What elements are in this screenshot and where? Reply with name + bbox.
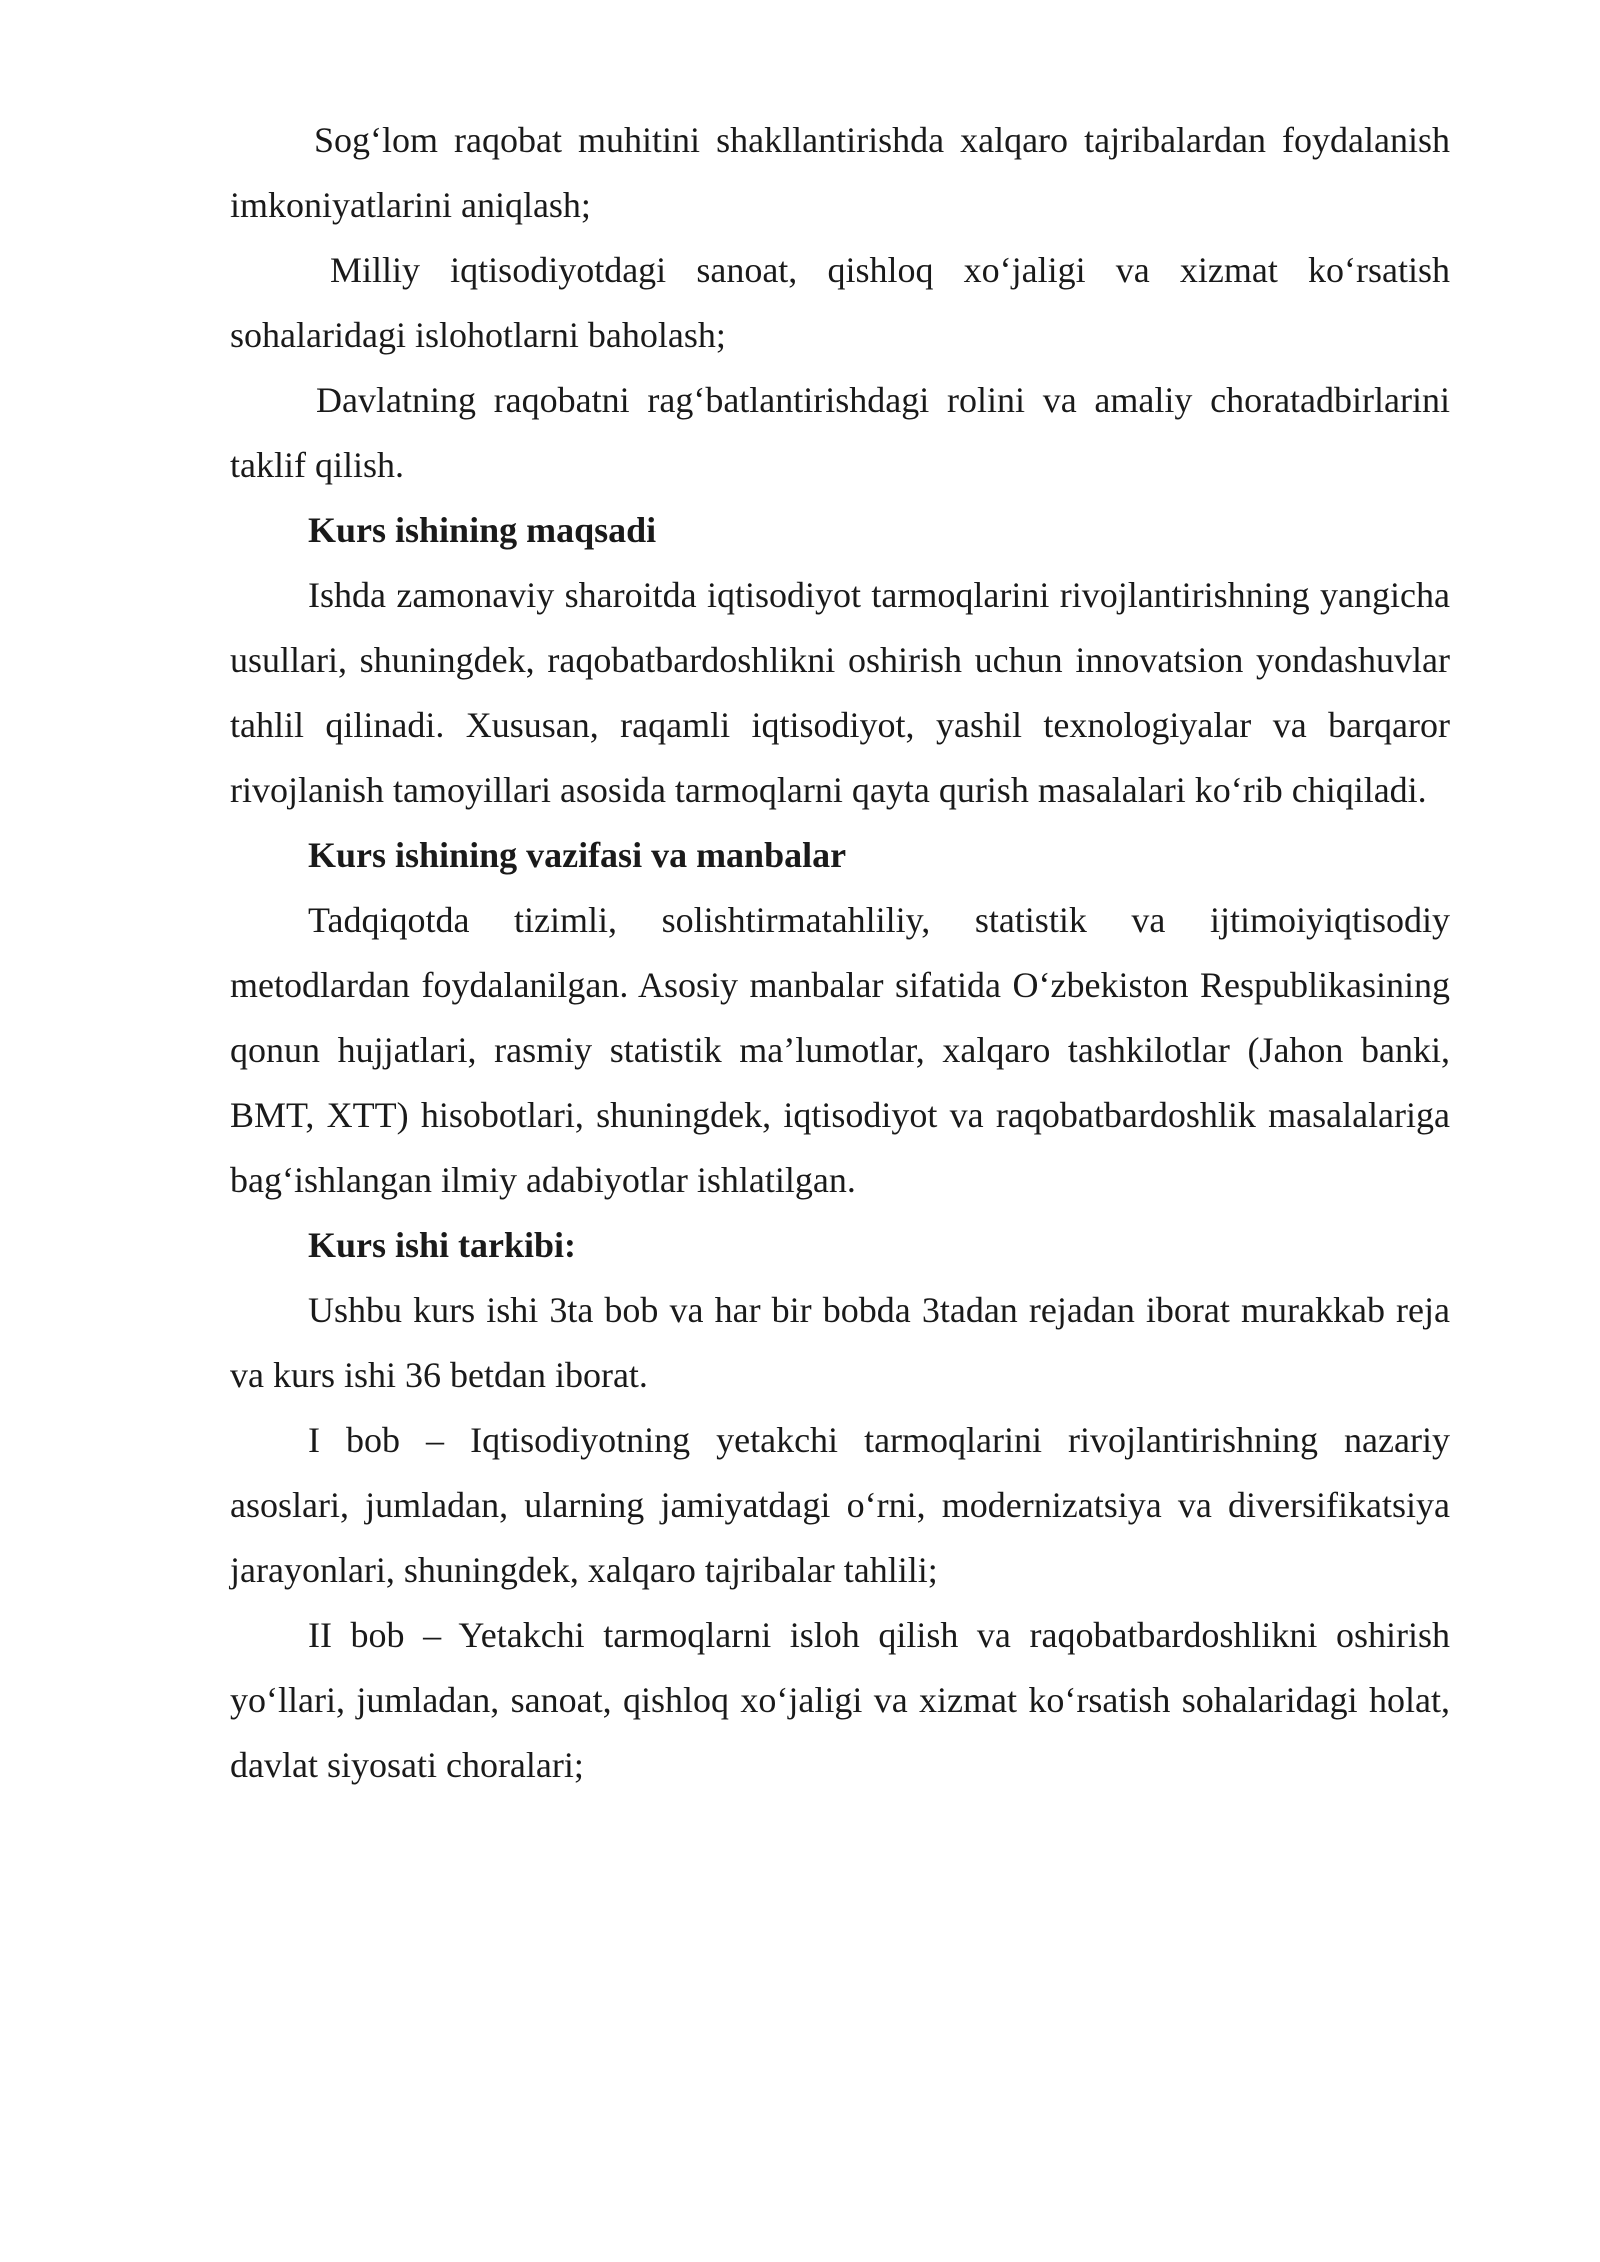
paragraph-purpose: Ishda zamonaviy sharoitda iqtisodiyot tarmoqlarini rivojlantirishning yangicha usullari, shuningdek, raqobatbardoshlikni oshirish uchun innovatsion yondashuvlar tahlil qilinadi. Xususan, raqamli iqtisodiyot, yashil texnologiyalar va barqaror rivojlanish tamoyillari asosida tarmoqlarni qayta qurish masalalari ko‘rib chiqiladi. bbox=[230, 575, 1450, 810]
paragraph-tasks-sources: Tadqiqotda tizimli, solishtirmatahliliy, statistik va ijtimoiyiqtisodiy metodlardan foydalanilgan. Asosiy manbalar sifatida O‘zbekiston Respublikasining qonun hujjatlari, rasmiy statistik ma’lumotlar, xalqaro tashkilotlar (Jahon banki, BMT, XTT) hisobotlari, shuningdek, iqtisodiyot va raqobatbardoshlik masalalariga bag‘ishlangan ilmiy adabiyotlar ishlatilgan. bbox=[230, 900, 1450, 1200]
document-page bbox=[230, 108, 1450, 1798]
paragraph-competition-experience: Sog‘lom raqobat muhitini shakllantirishda xalqaro tajribalardan foydalanish imkoniyatlarini aniqlash; bbox=[230, 120, 1450, 225]
paragraph-state-role: Davlatning raqobatni rag‘batlantirishdagi rolini va amaliy choratadbirlarini taklif qilish. bbox=[230, 380, 1450, 485]
heading-structure: Kurs ishi tarkibi: bbox=[308, 1225, 577, 1265]
paragraph-structure: Ushbu kurs ishi 3ta bob va har bir bobda 3tadan rejadan iborat murakkab reja va kurs ishi 36 betdan iborat. bbox=[230, 1290, 1450, 1395]
paragraph-reform-assessment: Milliy iqtisodiyotdagi sanoat, qishloq xo‘jaligi va xizmat ko‘rsatish sohalaridagi islohotlarni baholash; bbox=[230, 250, 1450, 355]
paragraph-chapter-1: I bob – Iqtisodiyotning yetakchi tarmoqlarini rivojlantirishning nazariy asoslari, jumladan, ularning jamiyatdagi o‘rni, modernizatsiya va diversifikatsiya jarayonlari, shuningdek, xalqaro tajribalar tahlili; bbox=[230, 1420, 1450, 1590]
heading-purpose: Kurs ishining maqsadi bbox=[308, 510, 657, 550]
heading-tasks-sources: Kurs ishining vazifasi va manbalar bbox=[308, 835, 847, 875]
paragraph-chapter-2: II bob – Yetakchi tarmoqlarni isloh qilish va raqobatbardoshlikni oshirish yo‘llari, jumladan, sanoat, qishloq xo‘jaligi va xizmat ko‘rsatish sohalaridagi holat, davlat siyosati choralari; bbox=[230, 1615, 1450, 1785]
